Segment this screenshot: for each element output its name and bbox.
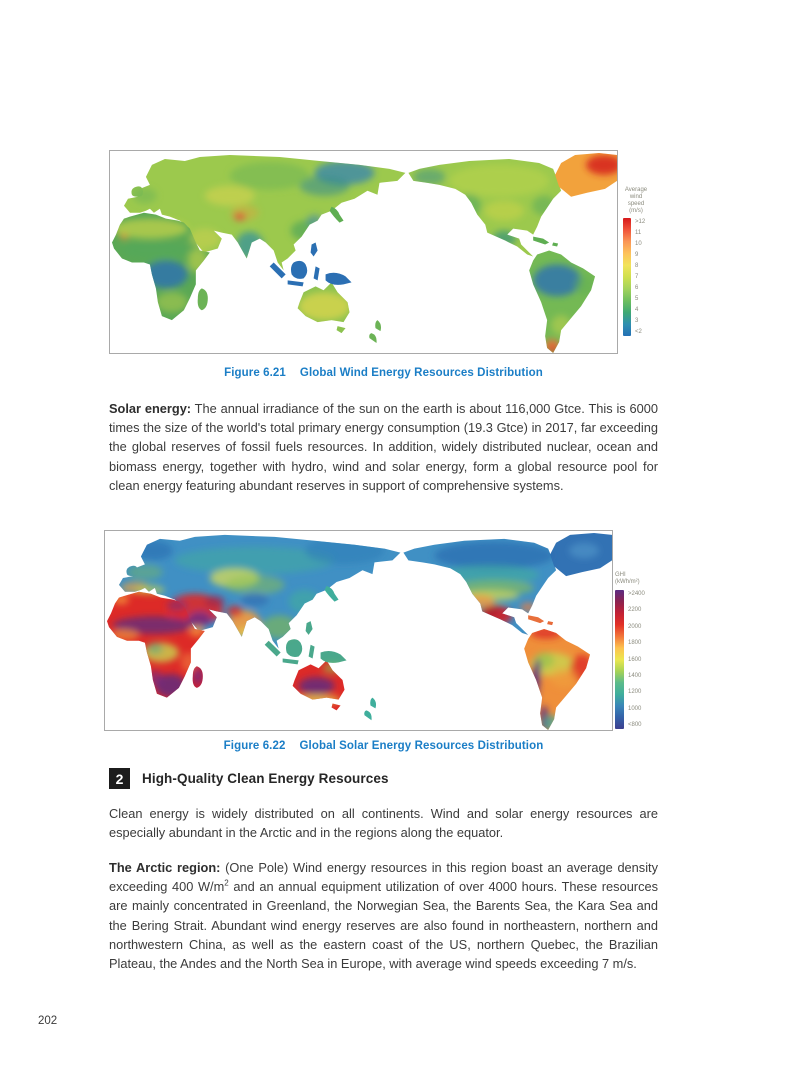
legend-label: 9 [635,252,639,258]
section-title: High-Quality Clean Energy Resources [142,771,389,786]
wind-map-graphic [110,151,617,353]
legend-label: 1400 [628,672,642,679]
legend-title-line: speed [627,201,645,207]
section-header [109,768,389,789]
legend-title-line: Average [624,187,648,193]
paragraph-body-arctic-1: (One Pole) Wind energy resources in this region boast an average density exceeding 400 W/m [109,860,658,895]
paragraph-body-solar: The annual irradiance of the sun on the earth is about 116,000 Gtce. This is 6000 times the size of the world's total primary energy consumption (19.3 Gtce) in 2017, far exceeding the global reserves of fossil fuels resources. In addition, widely distributed nuclear, ocean and biomass energy, together with hydro, wind and solar energy, form a global resource pool for clean energy featuring abundant reserves in support of comprehensive systems. [109,401,658,493]
wind-map-figure [109,150,618,354]
legend-label: 3 [635,318,639,324]
legend-label: 1000 [628,705,642,712]
legend-label: 8 [635,263,639,269]
legend-title-line: (kWh/m²) [615,579,640,585]
solar-map-graphic [105,531,612,730]
wind-legend [623,187,665,336]
figure-caption-label: Figure 6.21 [224,367,286,379]
paragraph-body-clean: Clean energy is widely distributed on all continents. Wind and solar energy resources are especially abundant in the Arctic and in the regions along the equator. [109,806,658,841]
paragraph-lead-solar: Solar energy: [109,401,192,416]
paragraph-solar-energy [109,399,658,495]
paragraph-clean-energy [109,804,658,842]
legend-label: 2000 [628,623,642,630]
solar-colorbar [615,590,624,729]
solar-legend-body [615,590,663,729]
legend-label: 5 [635,296,639,302]
figure-caption-title: Global Solar Energy Resources Distribution [299,740,544,752]
paragraph-body-arctic-2: and an annual equipment utilization of over 4000 hours. These resources are mainly concentrated in Greenland, the Norwegian Sea, the Barents Sea, the Kara Sea and the Bering Strait. Abundant wind energy reserves are also found in northeastern, northern and northwestern China, as well as the eastern coast of the US, northern Quebec, the Brazilian Plateau, the Andes and the North Sea in Europe, with average wind speeds exceeding 7 m/s. [109,879,658,972]
legend-label: 2200 [628,607,642,614]
wind-legend-body [623,218,665,336]
solar-legend-title [615,572,663,586]
wind-legend-title [623,187,649,215]
figure-caption-label: Figure 6.22 [223,740,286,752]
paragraph-lead-arctic: The Arctic region: [109,860,221,875]
legend-label: 1800 [628,640,642,647]
legend-label: 1200 [628,689,642,696]
legend-title-line: GHI [615,572,626,578]
legend-label: <2 [635,329,642,335]
legend-label: >2400 [628,591,645,597]
wind-legend-labels [635,218,645,336]
legend-title-line: wind [629,194,643,200]
solar-map-figure [104,530,613,731]
legend-label: 7 [635,274,639,280]
legend-title-line: (m/s) [629,208,643,214]
figure-caption-wind [109,367,658,379]
legend-label: 10 [635,241,642,247]
figure-caption-solar [109,740,658,752]
legend-label: 1600 [628,656,642,663]
section-number-badge: 2 [109,768,130,789]
legend-label: >12 [635,219,646,225]
wind-colorbar [623,218,631,336]
legend-label: 11 [635,230,642,236]
paragraph-arctic-region [109,858,658,973]
page-number: 202 [38,1015,58,1027]
solar-legend-labels [628,590,645,729]
legend-label: 6 [635,285,639,291]
figure-caption-title: Global Wind Energy Resources Distribution [299,367,543,379]
solar-legend [615,572,663,729]
legend-label: 4 [635,307,639,313]
superscript-2: 2 [224,878,229,888]
legend-label: <800 [628,722,642,728]
